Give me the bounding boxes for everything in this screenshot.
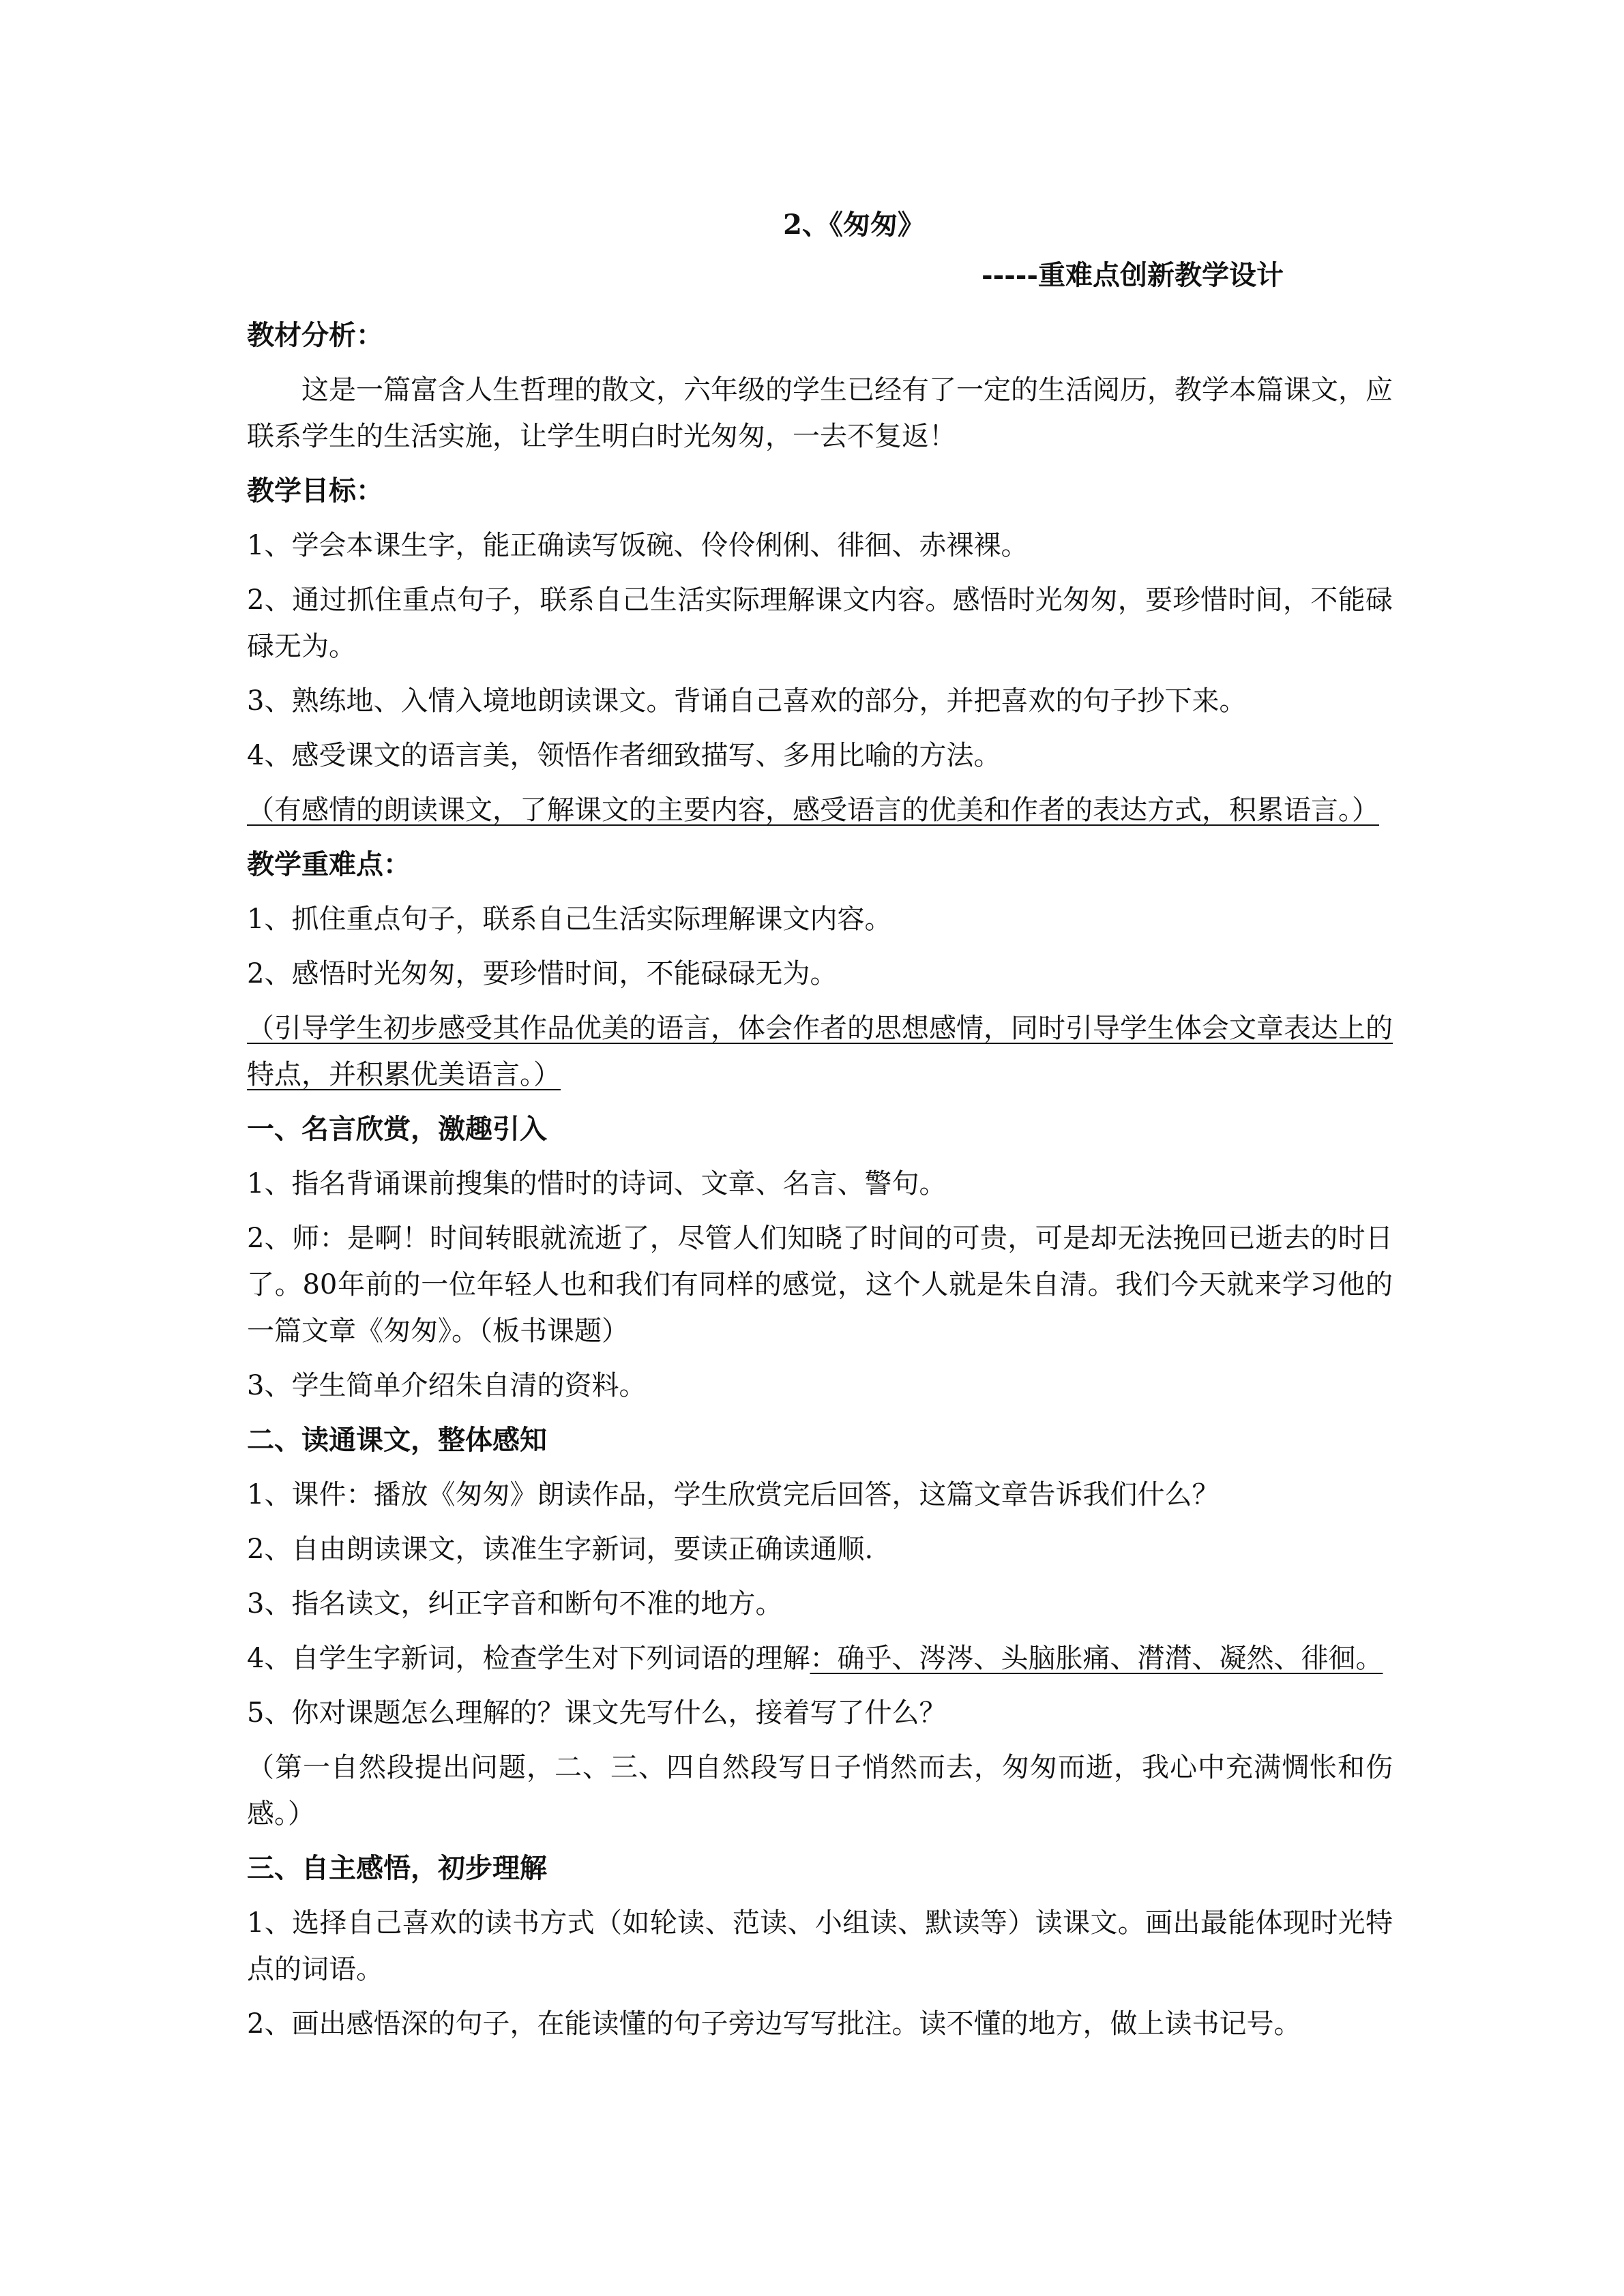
part-2-item-1: 1、课件：播放《匆匆》朗读作品，学生欣赏完后回答，这篇文章告诉我们什么？: [247, 1479, 1220, 1510]
vocabulary-words: ：确乎、涔涔、头脑胀痛、潸潸、凝然、徘徊。: [810, 1643, 1383, 1674]
section-heading-teaching-goals: 教学目标：: [247, 475, 383, 507]
goal-note-text: （有感情的朗读课文，了解课文的主要内容，感受语言的优美和作者的表达方式，积累语言。）: [247, 794, 1379, 826]
document-page: [247, 202, 1393, 2055]
part-2-item-5: 5、你对课题怎么理解的？课文先写什么，接着写了什么？: [247, 1697, 947, 1729]
section-heading-material-analysis: 教材分析：: [247, 319, 383, 351]
key-point-item-2: 2、感悟时光匆匆，要珍惜时间，不能碌碌无为。: [247, 958, 838, 989]
part-2-item-5-answer: （第一自然段提出问题，二、三、四自然段写日子悄然而去，匆匆而逝，我心中充满惆怅和伤感。）: [247, 1752, 1393, 1830]
goal-item-1: 1、学会本课生字，能正确读写饭碗、伶伶俐俐、徘徊、赤裸裸。: [247, 530, 1029, 561]
section-heading-part-3: 三、自主感悟，初步理解: [247, 1852, 547, 1884]
key-point-item-1: 1、抓住重点句子，联系自己生活实际理解课文内容。: [247, 904, 892, 935]
part-2-item-3: 3、指名读文，纠正字音和断句不准的地方。: [247, 1588, 783, 1620]
document-subtitle: -----重难点创新教学设计: [981, 259, 1284, 291]
part-2-item-2: 2、自由朗读课文，读准生字新词，要读正确读通顺.: [247, 1534, 874, 1565]
part-3-item-1: 1、选择自己喜欢的读书方式（如轮读、范读、小组读、默读等）读课文。画出最能体现时光特点的词语。: [247, 1907, 1393, 1985]
part-2-item-4-text: 4、自学生字新词，检查学生对下列词语的理解: [247, 1643, 810, 1674]
key-point-note: [247, 1005, 1393, 1098]
section-heading-key-points: 教学重难点：: [247, 848, 411, 880]
section-heading-part-1: 一、名言欣赏，激趣引入: [247, 1113, 547, 1145]
part-1-item-1: 1、指名背诵课前搜集的惜时的诗词、文章、名言、警句。: [247, 1168, 947, 1199]
material-analysis-paragraph: 这是一篇富含人生哲理的散文，六年级的学生已经有了一定的生活阅历，教学本篇课文，应联系学生的生活实施，让学生明白时光匆匆，一去不复返！: [247, 374, 1393, 452]
goal-item-4: 4、感受课文的语言美，领悟作者细致描写、多用比喻的方法。: [247, 740, 1001, 771]
part-1-item-2: 2、师：是啊！时间转眼就流逝了，尽管人们知晓了时间的可贵，可是却无法挽回已逝去的时日了。80年前的一位年轻人也和我们有同样的感觉，这个人就是朱自清。我们今天就来学习他的一篇文章《匆匆》。（板书课题）: [247, 1223, 1393, 1347]
goal-item-3: 3、熟练地、入情入境地朗读课文。背诵自己喜欢的部分，并把喜欢的句子抄下来。: [247, 685, 1247, 717]
document-title: 2、《匆匆》: [783, 209, 925, 241]
key-point-note-text: （引导学生初步感受其作品优美的语言，体会作者的思想感情，同时引导学生体会文章表达上的特点，并积累优美语言。）: [247, 1013, 1393, 1090]
goal-note: [247, 787, 1393, 833]
section-heading-part-2: 二、读通课文，整体感知: [247, 1424, 547, 1456]
part-3-item-2: 2、画出感悟深的句子，在能读懂的句子旁边写写批注。读不懂的地方，做上读书记号。: [247, 2008, 1301, 2040]
part-1-item-3: 3、学生简单介绍朱自清的资料。: [247, 1370, 647, 1401]
part-2-item-4: [247, 1635, 1393, 1682]
goal-item-2: 2、通过抓住重点句子，联系自己生活实际理解课文内容。感悟时光匆匆，要珍惜时间，不能碌碌无为。: [247, 584, 1393, 662]
